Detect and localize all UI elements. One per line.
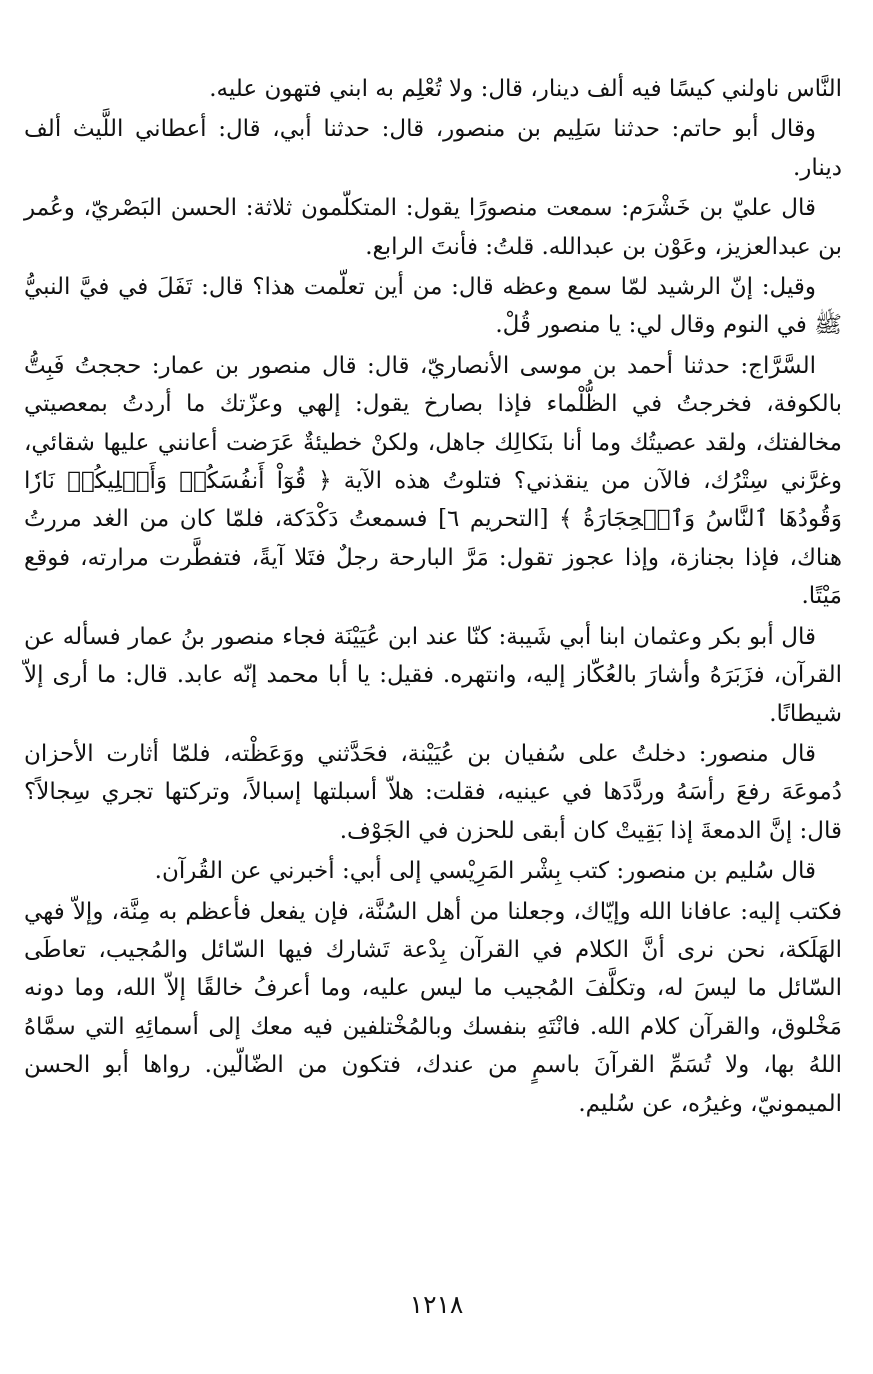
paragraph-sulaym: قال سُليم بن منصور: كتب بِشْر المَرِيْسي إلى أبي: أخبرني عن القُرآن. bbox=[154, 858, 816, 885]
paragraph-sufyan: قال منصور: دخلتُ على سُفيان بن عُيَيْنة، فحَدَّثني ووَعَظْته، فلمّا أثارت الأحزان دُموعَهَ رفعَ رأسَهُ وردَّدَها في عينيه، فقلت: هلاّ أسبلتها إسبالاً، وتركتها تجري سِجالاً؟ قال: إنَّ الدمعةَ إذا بَقِيتْ كان أبقى للحزن في الجَوْف. bbox=[24, 740, 842, 844]
page-number: ١٢١٨ bbox=[409, 1290, 464, 1319]
paragraph-al-rashid: وقيل: إنّ الرشيد لمّا سمع وعظه قال: من أين تعلّمت هذا؟ قال: تَفَلَ في فيَّ النبيُّ ﷺ في النوم وقال لي: يا منصور قُلْ. bbox=[24, 274, 842, 339]
paragraph-al-sarraj: السَّرَّاج: حدثنا أحمد بن موسى الأنصاريّ، قال: قال منصور بن عمار: حججتُ فَبِتُّ بالكوفة، فخرجتُ في الظُّلْماء فإذا بصارخ يقول: إلهي وعزّتك ما أردتُ بمعصيتي مخالفتك، ولقد عصيتُك وما أنا بنَكالِك جاهل، ولكنْ خطيئةٌ عَرَضت أعانني عليها شقائي، وغرَّني سِتْرُك، فالآن من ينقذني؟ فتلوتُ هذه الآية ﴿ قُوٓاْ أَنفُسَكُمۡ وَأَهۡلِيكُمۡ نَارٗا وَقُودُهَا ٱلنَّاسُ وَٱلۡحِجَارَةُ ﴾ [التحريم ٦] فسمعتُ دَكْدَكة، فلمّا كان من الغد مررتُ هناك، فإذا بجنازة، وإذا عجوز تقول: مَرَّ البارحة رجلٌ فتَلا آيةً، فتفطَّرت مرارته، فوقع مَيْتًا. bbox=[24, 352, 842, 610]
page-text-body bbox=[24, 70, 842, 1125]
paragraph-letter: فكتب إليه: عافانا الله وإيّاك، وجعلنا من أهل السُنَّة، فإن يفعل فأعظم به مِنَّة، وإلاّ فهي الهَلَكة، نحن نرى أنَّ الكلام في القرآن بِدْعة تَشارك فيها السّائل والمُجيب، تعاطَى السّائل ما ليسَ له، وتكلَّفَ المُجيب ما ليس عليه، وما أعرفُ خالقًا إلاّ الله، وما دونه مَخْلوق، والقرآن كلام الله. فانْتَهِ بنفسك وبالمُخْتلفين فيه معك إلى أسمائِهِ التي سمَّاهُ اللهُ بها، ولا تُسَمِّ القرآنَ باسمٍ من عندك، فتكون من الضّالّين. رواها أبو الحسن الميمونيّ، وغيرُه، عن سُليم. bbox=[24, 898, 842, 1117]
paragraph-ibn-abi-shayba: قال أبو بكر وعثمان ابنا أبي شَيبة: كنّا عند ابن عُيَيْنَة فجاء منصور بنُ عمار فسأله عن القرآن، فزَبَرَهُ وأشارَ بالعُكّاز إليه، وانتهره. فقيل: يا أبا محمد إنّه عابد. قال: ما أرى إلاّ شيطانًا. bbox=[24, 623, 842, 727]
paragraph-ali-ibn-khashram: قال عليّ بن خَشْرَم: سمعت منصورًا يقول: المتكلّمون ثلاثة: الحسن البَصْريّ، وعُمر بن عبدالعزيز، وعَوْن بن عبدالله. قلتُ: فأنتَ الرابع. bbox=[24, 195, 842, 260]
paragraph-abu-hatim: وقال أبو حاتم: حدثنا سَلِيم بن منصور، قال: حدثنا أبي، قال: أعطاني اللَّيث ألف دينار. bbox=[24, 116, 842, 181]
paragraph-continued: النَّاس ناولني كيسًا فيه ألف دينار، قال: ولا تُعْلِم به ابني فتهون عليه. bbox=[209, 76, 842, 102]
